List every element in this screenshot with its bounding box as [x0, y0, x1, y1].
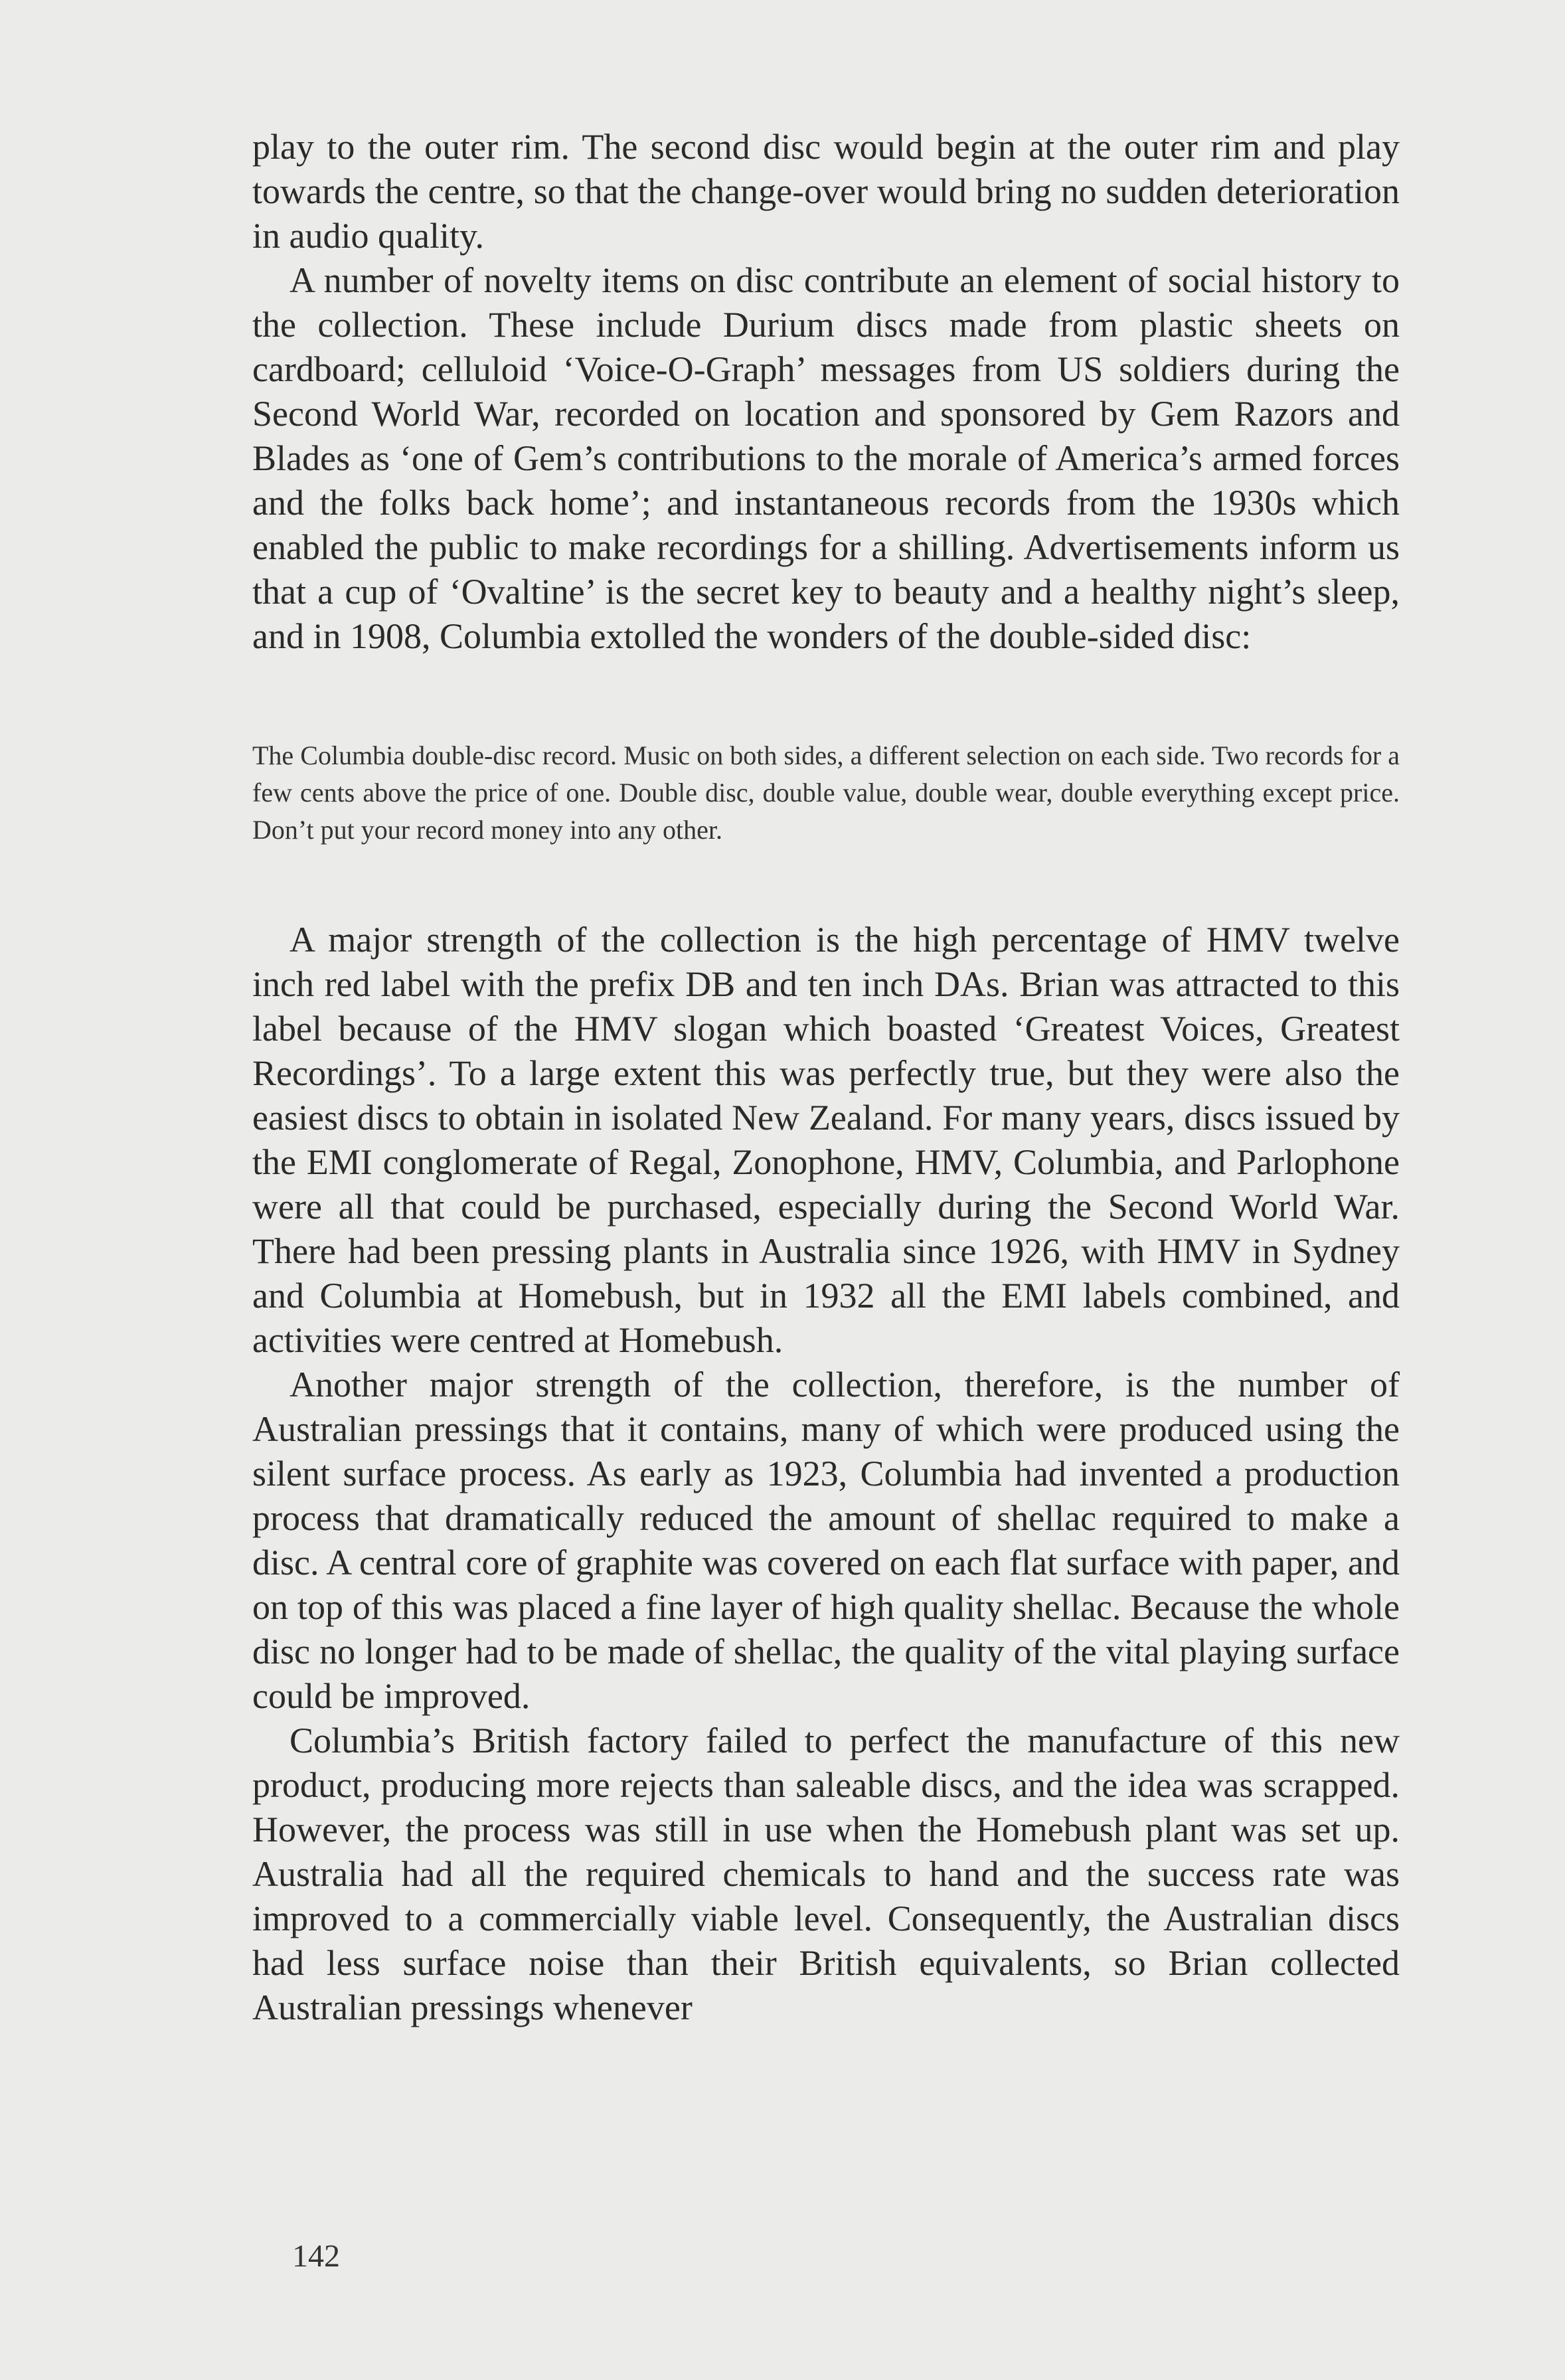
- page-number: 142: [292, 2239, 340, 2274]
- paragraph-continuation: play to the outer rim. The second disc would begin at the outer rim and play towards the centre, so that the change-over would bring no sudden deterioration in audio quality.: [252, 127, 1400, 256]
- paragraph-novelty-items: A number of novelty items on disc contribute an element of social history to the collection. These include Durium discs made from plastic sheets on cardboard; celluloid ‘Voice-O-Graph’ messages from US soldiers during the Second World War, recorded on location and sponsored by Gem Razors and Blades as ‘one of Gem’s contributions to the morale of America’s armed forces and the folks back home’; and instantaneous records from the 1930s which enabled the public to make recordings for a shilling. Advertisements inform us that a cup of ‘Ovaltine’ is the secret key to beauty and a healthy night’s sleep, and in 1908, Columbia extolled the wonders of the double-sided disc:: [252, 260, 1400, 656]
- body-text-bottom: [252, 918, 1400, 2030]
- block-quote: The Columbia double-disc record. Music on both sides, a different selection on each side. Two records for a few cents above the price of one. Double disc, double value, double wear, double everything except price. Don’t put your record money into any other.: [252, 740, 1400, 845]
- body-text-top: [252, 125, 1400, 659]
- paragraph-columbia-british-factory: Columbia’s British factory failed to perfect the manufacture of this new product, producing more rejects than saleable discs, and the idea was scrapped. However, the process was still in use when the Homebush plant was set up. Australia had all the required chemicals to hand and the success rate was improved to a commercially viable level. Consequently, the Australian discs had less surface noise than their British equivalents, so Brian collected Australian pressings whenever: [252, 1721, 1400, 2027]
- paragraph-australian-pressings: Another major strength of the collection, therefore, is the number of Australian pressings that it contains, many of which were produced using the silent surface process. As early as 1923, Columbia had invented a production process that dramatically reduced the amount of shellac required to make a disc. A central core of graphite was covered on each flat surface with paper, and on top of this was placed a fine layer of high quality shellac. Because the whole disc no longer had to be made of shellac, the quality of the vital playing surface could be improved.: [252, 1365, 1400, 1716]
- paragraph-hmv-strength: A major strength of the collection is the high percentage of HMV twelve inch red label with the prefix DB and ten inch DAs. Brian was attracted to this label because of the HMV slogan which boasted ‘Greatest Voices, Greatest Recordings’. To a large extent this was perfectly true, but they were also the easiest discs to obtain in isolated New Zealand. For many years, discs issued by the EMI conglomerate of Regal, Zonophone, HMV, Columbia, and Parlophone were all that could be purchased, especially during the Second World War. There had been pressing plants in Australia since 1926, with HMV in Sydney and Columbia at Homebush, but in 1932 all the EMI labels combined, and activities were centred at Homebush.: [252, 920, 1400, 1360]
